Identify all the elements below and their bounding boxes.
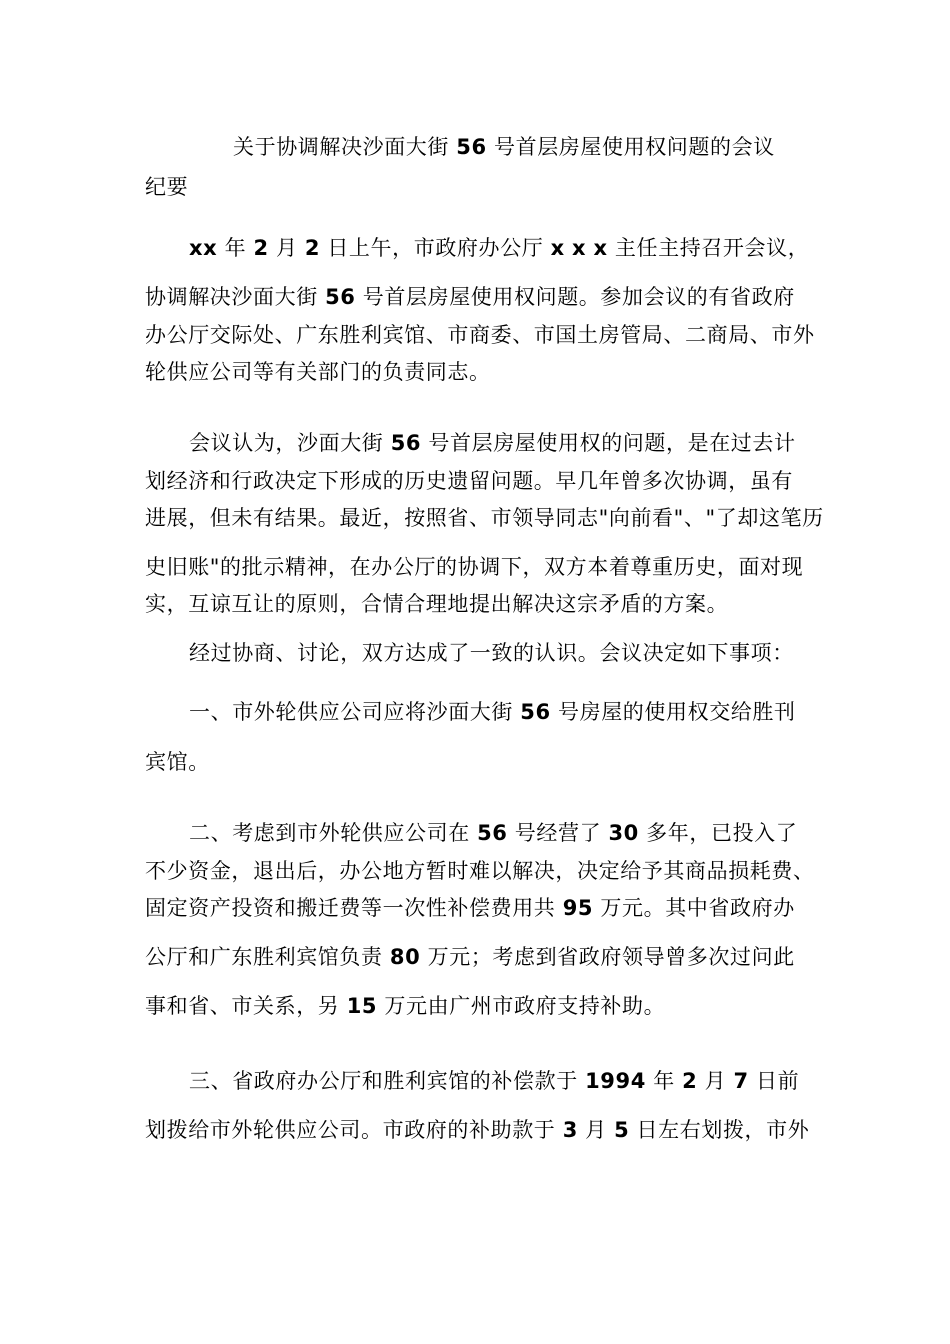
- paragraph-line: xx 年 2 月 2 日上午，市政府办公厅 x x x 主任主持召开会议，: [189, 236, 810, 260]
- paragraph-line: 办公厅交际处、广东胜利宾馆、市商委、市国土房管局、二商局、市外: [145, 323, 815, 347]
- paragraph-line: 三、省政府办公厅和胜利宾馆的补偿款于 1994 年 2 月 7 日前: [189, 1069, 800, 1093]
- paragraph-line: 事和省、市关系，另 15 万元由广州市政府支持补助。: [145, 994, 666, 1018]
- paragraph-line: 固定资产投资和搬迁费等一次性补偿费用共 95 万元。其中省政府办: [145, 896, 795, 920]
- paragraph-line: 协调解决沙面大街 56 号首层房屋使用权问题。参加会议的有省政府: [145, 285, 795, 309]
- document-title: 关于协调解决沙面大街 56 号首层房屋使用权问题的会议: [233, 135, 775, 159]
- paragraph-line: 史旧账"的批示精神，在办公厅的协调下，双方本着尊重历史，面对现: [145, 555, 804, 579]
- paragraph-line: 会议认为，沙面大街 56 号首层房屋使用权的问题，是在过去计: [189, 431, 796, 455]
- paragraph-line: 实，互谅互让的原则，合情合理地提出解决这宗矛盾的方案。: [145, 592, 729, 616]
- document-title-continued: 纪要: [145, 175, 189, 199]
- paragraph-line: 二、考虑到市外轮供应公司在 56 号经营了 30 多年，已投入了: [189, 821, 798, 845]
- paragraph-line: 一、市外轮供应公司应将沙面大街 56 号房屋的使用权交给胜刊: [189, 700, 796, 724]
- paragraph-line: 经过协商、讨论，双方达成了一致的认识。会议决定如下事项：: [189, 641, 794, 665]
- paragraph-line: 不少资金，退出后，办公地方暂时难以解决，决定给予其商品损耗费、: [145, 859, 815, 883]
- paragraph-line: 进展，但未有结果。最近，按照省、市领导同志"向前看"、"了却这笔历: [145, 506, 824, 530]
- paragraph-line: 轮供应公司等有关部门的负责同志。: [145, 360, 491, 384]
- paragraph-line: 公厅和广东胜利宾馆负责 80 万元；考虑到省政府领导曾多次过问此: [145, 945, 795, 969]
- paragraph-line: 划经济和行政决定下形成的历史遗留问题。早几年曾多次协调，虽有: [145, 469, 793, 493]
- paragraph-line: 划拨给市外轮供应公司。市政府的补助款于 3 月 5 日左右划拨，市外: [145, 1118, 810, 1142]
- paragraph-line: 宾馆。: [145, 750, 210, 774]
